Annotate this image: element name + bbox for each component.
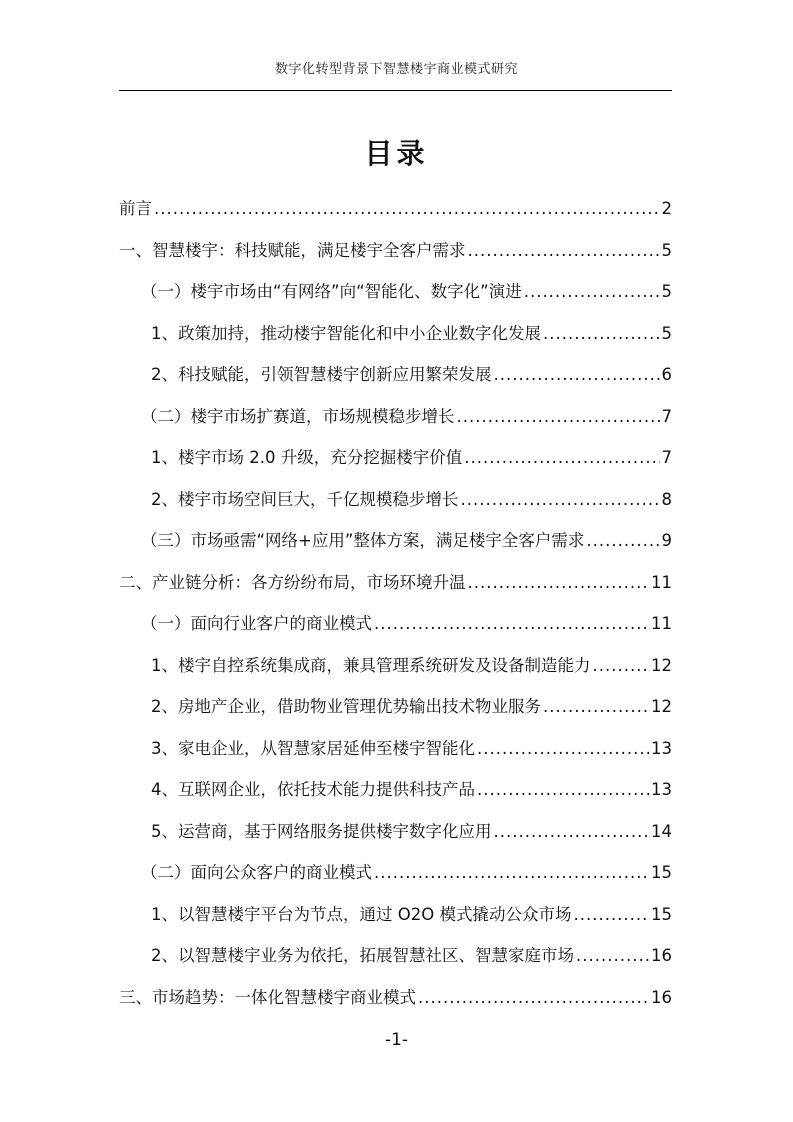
toc-entry-page: 8 xyxy=(661,489,672,509)
toc-entry-page: 7 xyxy=(661,448,672,467)
toc-entry-page: 2 xyxy=(661,199,672,218)
toc-leader-dots xyxy=(494,811,650,853)
toc-leader-dots xyxy=(494,354,660,396)
toc-entry-page: 16 xyxy=(651,946,672,965)
toc-leader-dots xyxy=(543,313,660,355)
toc-entry-page: 6 xyxy=(661,365,672,384)
toc-entry[interactable] xyxy=(119,271,672,313)
toc-entry-label: 1、楼宇自控系统集成商，兼具管理系统研发及设备制造能力 xyxy=(151,655,591,675)
toc-entry-label: 3、家电企业，从智慧家居延伸至楼宇智能化 xyxy=(151,738,475,758)
toc-leader-dots xyxy=(468,230,660,272)
toc-entry-label: 2、房地产企业，借助物业管理优势输出技术物业服务 xyxy=(151,697,541,716)
page-number: -1- xyxy=(384,1030,409,1050)
toc-entry-page: 5 xyxy=(661,282,672,301)
toc-entry-label: 2、楼宇市场空间巨大，千亿规模稳步增长 xyxy=(151,489,459,509)
toc-leader-dots xyxy=(586,520,659,562)
toc-entry[interactable] xyxy=(119,479,672,521)
table-of-contents xyxy=(119,188,672,1018)
toc-leader-dots xyxy=(477,728,649,770)
toc-entry[interactable] xyxy=(119,894,672,936)
toc-leader-dots xyxy=(464,437,659,479)
toc-entry-label: （一）面向行业客户的商业模式 xyxy=(141,614,372,633)
toc-entry-page: 12 xyxy=(651,697,672,716)
toc-entry-label: （二）楼宇市场扩赛道，市场规模稳步增长 xyxy=(141,406,455,426)
toc-entry-label: （一）楼宇市场由“有网络”向“智能化、数字化”演进 xyxy=(141,282,522,301)
toc-entry[interactable] xyxy=(119,811,672,853)
toc-entry[interactable] xyxy=(119,686,672,728)
toc-entry-label: 4、互联网企业，依托技术能力提供科技产品 xyxy=(151,780,475,799)
toc-entry-label: 一、智慧楼宇：科技赋能，满足楼宇全客户需求 xyxy=(119,240,466,260)
toc-leader-dots xyxy=(461,479,660,521)
toc-entry-page: 5 xyxy=(661,240,672,260)
toc-entry-label: 2、以智慧楼宇业务为依托，拓展智慧社区、智慧家庭市场 xyxy=(151,946,574,965)
toc-entry[interactable] xyxy=(119,852,672,894)
toc-entry-label: 2、科技赋能，引领智慧楼宇创新应用繁荣发展 xyxy=(151,365,492,384)
toc-entry-label: 1、以智慧楼宇平台为节点，通过 O2O 模式撬动公众市场 xyxy=(151,904,572,924)
toc-entry[interactable] xyxy=(119,728,672,770)
toc-leader-dots xyxy=(468,562,650,604)
toc-leader-dots xyxy=(524,271,660,313)
toc-entry-page: 12 xyxy=(651,655,672,675)
toc-entry-label: 三、市场趋势：一体化智慧楼宇商业模式 xyxy=(119,987,416,1007)
toc-entry-page: 14 xyxy=(651,821,672,841)
toc-entry[interactable] xyxy=(119,935,672,977)
toc-entry[interactable] xyxy=(119,188,672,230)
toc-entry-page: 11 xyxy=(651,614,672,633)
toc-entry[interactable] xyxy=(119,645,672,687)
toc-leader-dots xyxy=(457,396,660,438)
toc-entry[interactable] xyxy=(119,562,672,604)
toc-entry[interactable] xyxy=(119,230,672,272)
header-divider xyxy=(119,90,672,91)
toc-entry-label: （二）面向公众客户的商业模式 xyxy=(141,863,372,882)
toc-leader-dots xyxy=(576,935,649,977)
toc-entry-label: （三）市场亟需“网络+应用”整体方案，满足楼宇全客户需求 xyxy=(141,531,585,550)
toc-leader-dots xyxy=(418,977,649,1019)
toc-title: 目录 xyxy=(364,137,429,170)
toc-leader-dots xyxy=(374,603,649,645)
toc-entry[interactable] xyxy=(119,437,672,479)
toc-entry-label: 5、运营商，基于网络服务提供楼宇数字化应用 xyxy=(151,821,492,841)
toc-entry-page: 13 xyxy=(651,780,672,799)
toc-entry-label: 1、楼宇市场 2.0 升级，充分挖掘楼宇价值 xyxy=(151,448,463,467)
running-header: 数字化转型背景下智慧楼宇商业模式研究 xyxy=(274,62,518,77)
toc-entry-page: 11 xyxy=(651,572,672,592)
toc-leader-dots xyxy=(593,645,650,687)
toc-entry-label: 前言 xyxy=(119,199,152,218)
toc-entry-page: 15 xyxy=(651,904,672,924)
toc-entry-page: 9 xyxy=(661,531,672,550)
toc-entry[interactable] xyxy=(119,354,672,396)
toc-entry-page: 13 xyxy=(651,738,672,758)
toc-entry[interactable] xyxy=(119,769,672,811)
toc-entry-page: 7 xyxy=(661,406,672,426)
toc-entry-page: 16 xyxy=(651,987,672,1007)
toc-leader-dots xyxy=(154,188,660,230)
toc-entry[interactable] xyxy=(119,977,672,1019)
toc-leader-dots xyxy=(543,686,649,728)
toc-entry[interactable] xyxy=(119,520,672,562)
toc-entry-label: 二、产业链分析：各方纷纷布局，市场环境升温 xyxy=(119,572,466,592)
toc-entry[interactable] xyxy=(119,603,672,645)
toc-entry-page: 15 xyxy=(651,863,672,882)
toc-leader-dots xyxy=(477,769,649,811)
toc-leader-dots xyxy=(374,852,649,894)
toc-entry[interactable] xyxy=(119,313,672,355)
toc-entry-page: 5 xyxy=(661,323,672,343)
toc-entry-label: 1、政策加持，推动楼宇智能化和中小企业数字化发展 xyxy=(151,323,541,343)
toc-entry[interactable] xyxy=(119,396,672,438)
toc-leader-dots xyxy=(573,894,649,936)
